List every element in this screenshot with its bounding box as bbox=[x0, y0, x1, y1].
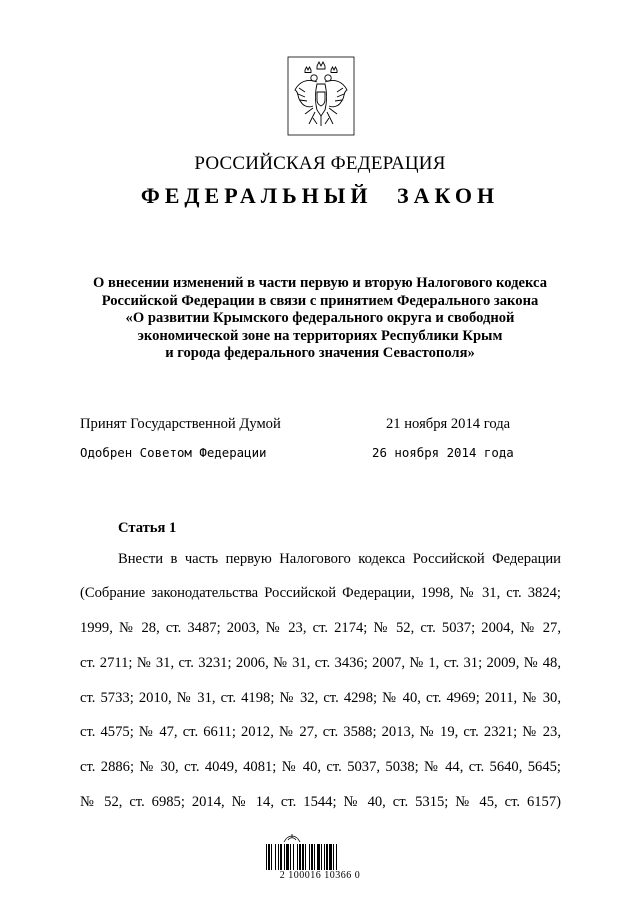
barcode-bar bbox=[286, 844, 289, 870]
article-text-line: ст. 5733; 2010, № 31, ст. 4198; № 32, ст. 4298; № 40, ст. 4969; 2011, № 30, bbox=[80, 690, 561, 706]
document-type: ФЕДЕРАЛЬНЫЙ ЗАКОН bbox=[140, 183, 500, 208]
article-text-line: 1999, № 28, ст. 3487; 2003, № 23, ст. 2174; № 52, ст. 5037; 2004, № 27, bbox=[80, 620, 561, 636]
barcode-bars bbox=[266, 844, 374, 870]
law-title-line: и города федерального значения Севастополя» bbox=[165, 345, 475, 361]
barcode-bar bbox=[271, 844, 272, 870]
law-title bbox=[40, 275, 600, 363]
barcode-bar bbox=[317, 844, 320, 870]
law-title-line: О внесении изменений в части первую и вторую Налогового кодекса bbox=[92, 275, 547, 291]
law-title-line: Российской Федерации в связи с принятием Федерального закона bbox=[101, 292, 539, 309]
barcode-bar bbox=[268, 844, 270, 870]
barcode-bar bbox=[329, 844, 332, 870]
document-barcode bbox=[260, 832, 380, 882]
barcode-bar bbox=[311, 844, 313, 870]
article-text-line: ст. 4575; № 47, ст. 6611; 2012, № 27, ст. 3588; 2013, № 19, ст. 2321; № 23, bbox=[80, 724, 561, 740]
barcode-bar bbox=[284, 844, 285, 870]
duma-adoption-date: 21 ноября 2014 года bbox=[386, 416, 511, 432]
barcode-bar bbox=[324, 844, 325, 870]
barcode-bar bbox=[275, 844, 276, 870]
duma-adoption-label: Принят Государственной Думой bbox=[80, 416, 281, 432]
barcode-bar bbox=[290, 844, 291, 870]
barcode-bar bbox=[302, 844, 304, 870]
law-title-line: экономической зоне на территориях Республики Крым bbox=[137, 327, 503, 344]
barcode-bar bbox=[278, 844, 279, 870]
barcode-bar bbox=[336, 844, 337, 870]
article-text-line: ст. 2886; № 30, ст. 4049, 4081; № 40, ст. 5037, 5038; № 44, ст. 5640, 5645; bbox=[80, 759, 561, 775]
barcode-bar bbox=[309, 844, 310, 870]
council-approval-date: 26 ноября 2014 года bbox=[372, 445, 514, 460]
ornament-icon bbox=[282, 832, 302, 844]
article-text-line: (Собрание законодательства Российской Федерации, 1998, № 31, ст. 3824; bbox=[80, 585, 561, 601]
barcode-bar bbox=[266, 844, 267, 870]
barcode-bar bbox=[297, 844, 298, 870]
barcode-bar bbox=[321, 844, 322, 870]
barcode-bar bbox=[293, 844, 294, 870]
barcode-bar bbox=[326, 844, 328, 870]
council-approval-label: Одобрен Советом Федерации bbox=[80, 445, 267, 460]
coat-of-arms-icon bbox=[287, 56, 355, 136]
article-text-line: № 52, ст. 6985; 2014, № 14, ст. 1544; № 40, ст. 5315; № 45, ст. 6157) bbox=[80, 794, 561, 810]
barcode-bar bbox=[305, 844, 306, 870]
barcode-bar bbox=[299, 844, 301, 870]
article-text-line: Внести в часть первую Налогового кодекса Российской Федерации bbox=[118, 551, 561, 567]
article-text-line: ст. 2711; № 31, ст. 3231; 2006, № 31, ст. 3436; 2007, № 1, ст. 31; 2009, № 48, bbox=[80, 655, 561, 671]
barcode-bar bbox=[333, 844, 334, 870]
barcode-bar bbox=[280, 844, 282, 870]
country-name: РОССИЙСКАЯ ФЕДЕРАЦИЯ bbox=[194, 153, 446, 174]
law-title-line: «О развитии Крымского федерального округа и свободной bbox=[125, 310, 515, 326]
barcode-bar bbox=[314, 844, 315, 870]
barcode-number: 2 100016 10366 0 bbox=[279, 870, 361, 881]
article-heading: Статья 1 bbox=[118, 520, 177, 536]
